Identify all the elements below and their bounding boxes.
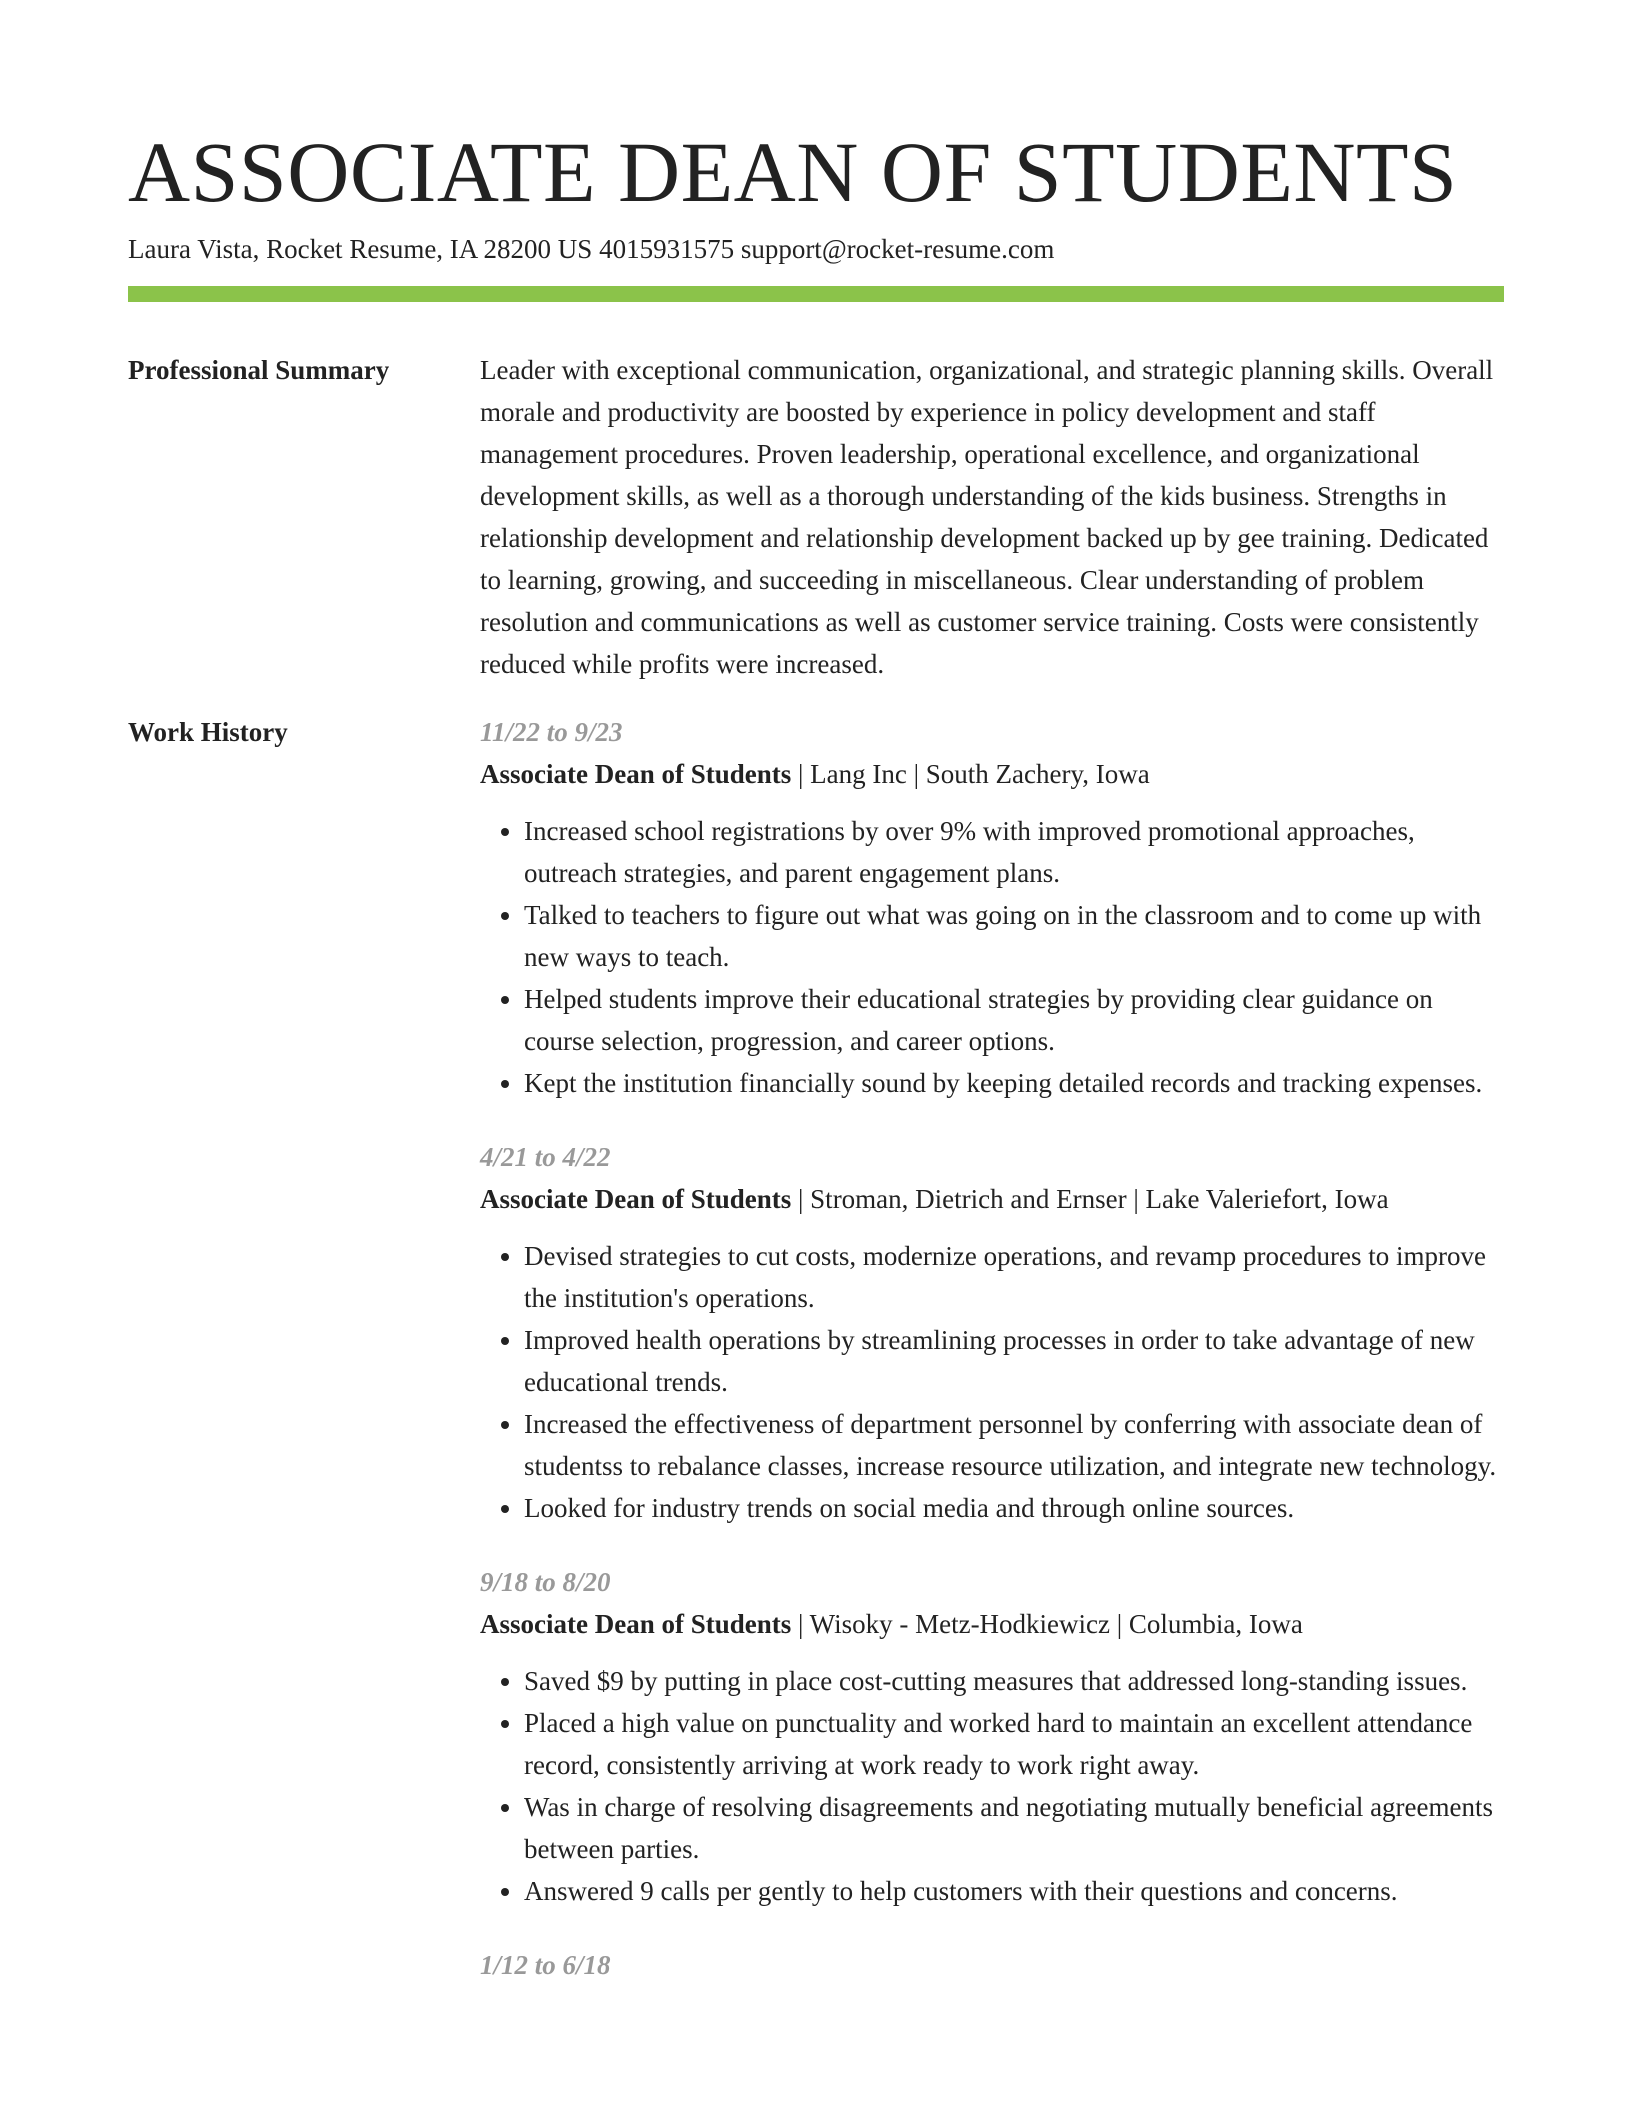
job-heading-line: [480, 1178, 1504, 1220]
summary-body: [480, 349, 1504, 685]
job-bullet-item: • Answered 9 calls per gently to help customers with their questions and concerns.: [524, 1870, 1504, 1912]
job-bullet-list: [480, 810, 1504, 1104]
job-bullet-item: • Increased school registrations by over 9% with improved promotional approaches, outreach strategies, and parent engagement plans.: [524, 810, 1504, 894]
job-dates: 1/12 to 6/18: [480, 1950, 611, 1980]
resume-page: [128, 0, 1504, 2018]
job-entry: [480, 711, 1504, 1104]
job-bullet-item: • Improved health operations by streamlining processes in order to take advantage of new educational trends.: [524, 1319, 1504, 1403]
job-employer-location: | Lang Inc | South Zachery, Iowa: [791, 759, 1150, 789]
job-bullet-item: • Was in charge of resolving disagreements and negotiating mutually beneficial agreements between parties.: [524, 1786, 1504, 1870]
work-history-section: [128, 711, 1504, 2018]
job-entry: [480, 1561, 1504, 1912]
job-bullet-item: • Talked to teachers to figure out what was going on in the classroom and to come up with new ways to teach.: [524, 894, 1504, 978]
job-bullet-list: [480, 1660, 1504, 1912]
job-bullet-list: [480, 1235, 1504, 1529]
section-label-summary: Professional Summary: [128, 355, 390, 385]
job-dates: 4/21 to 4/22: [480, 1142, 611, 1172]
job-bullet-item: • Saved $9 by putting in place cost-cutting measures that addressed long-standing issues.: [524, 1660, 1504, 1702]
job-employer-location: | Wisoky - Metz-Hodkiewicz | Columbia, Iowa: [791, 1609, 1303, 1639]
job-heading-line: [480, 1603, 1504, 1645]
job-dates: 11/22 to 9/23: [480, 717, 623, 747]
job-bullet-item: • Increased the effectiveness of department personnel by conferring with associate dean of studentss to rebalance classes, increase resource utilization, and integrate new technology.: [524, 1403, 1504, 1487]
job-heading-line: [480, 753, 1504, 795]
job-bullet-item: • Placed a high value on punctuality and worked hard to maintain an excellent attendance record, consistently arriving at work ready to work right away.: [524, 1702, 1504, 1786]
job-entry: [480, 1136, 1504, 1529]
contact-line: Laura Vista, Rocket Resume, IA 28200 US 4015931575 support@rocket-resume.com: [128, 234, 1055, 264]
accent-divider: [128, 286, 1504, 302]
job-bullet-item: • Kept the institution financially sound by keeping detailed records and tracking expenses.: [524, 1062, 1504, 1104]
professional-summary-section: [128, 349, 1504, 685]
job-employer-location: | Stroman, Dietrich and Ernser | Lake Valeriefort, Iowa: [791, 1184, 1389, 1214]
job-entry: [480, 1944, 1504, 1986]
job-bullet-item: • Looked for industry trends on social media and through online sources.: [524, 1487, 1504, 1529]
work-history-list: [480, 711, 1504, 2018]
resume-title: ASSOCIATE DEAN OF STUDENTS: [128, 124, 1458, 220]
job-dates: 9/18 to 8/20: [480, 1567, 611, 1597]
job-title: Associate Dean of Students: [480, 1609, 792, 1639]
job-title: Associate Dean of Students: [480, 1184, 792, 1214]
job-bullet-item: • Devised strategies to cut costs, modernize operations, and revamp procedures to improve the institution's operations.: [524, 1235, 1504, 1319]
job-bullet-item: • Helped students improve their educational strategies by providing clear guidance on course selection, progression, and career options.: [524, 978, 1504, 1062]
job-title: Associate Dean of Students: [480, 759, 792, 789]
section-label-work-history: Work History: [128, 717, 288, 747]
summary-text: Leader with exceptional communication, organizational, and strategic planning skills. Overall morale and productivity are boosted by experience in policy development and staff management procedures. Proven leadership, operational excellence, and organizational development skills, as well as a thorough understanding of the kids business. Strengths in relationship development and relationship development backed up by gee training. Dedicated to learning, growing, and succeeding in miscellaneous. Clear understanding of problem resolution and communications as well as customer service training. Costs were consistently reduced while profits were increased.: [480, 355, 1494, 679]
